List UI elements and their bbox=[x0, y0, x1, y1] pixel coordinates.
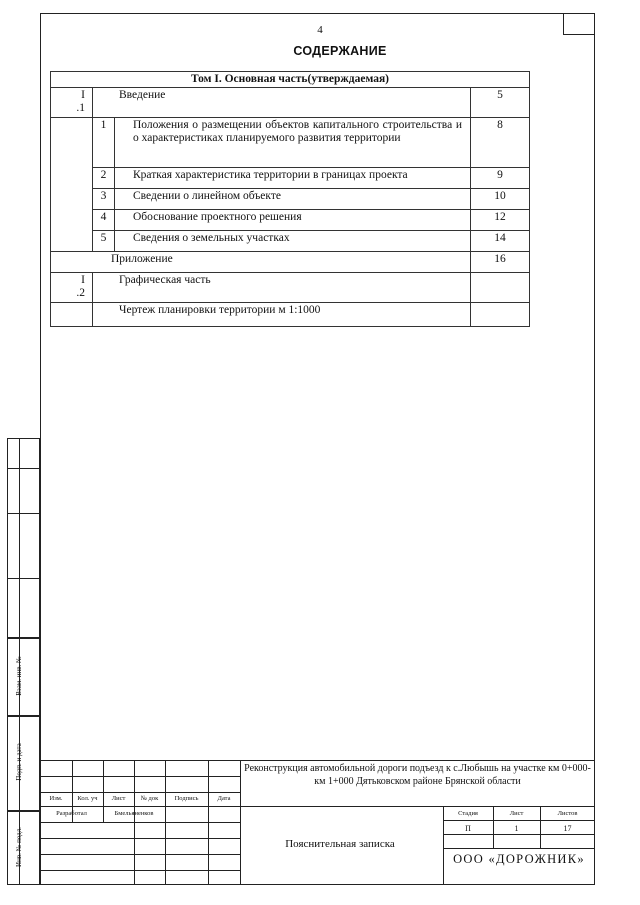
toc-entry-page: 14 bbox=[471, 231, 530, 252]
subsection-number: 2 bbox=[93, 168, 115, 189]
table-row bbox=[51, 210, 530, 231]
toc-table bbox=[50, 71, 530, 327]
vzam-label: Взам. инв. № bbox=[15, 656, 23, 696]
subsection-number: 1 bbox=[93, 118, 115, 168]
podp-label: Подп. и дата bbox=[15, 743, 23, 781]
toc-entry-text: Введение bbox=[93, 88, 471, 118]
project-title: Реконструкция автомобильной дороги подъезд к с.Любышь на участке км 0+000-км 1+000 Дятьковском районе Брянской области bbox=[244, 763, 591, 787]
developed-label: Разработал bbox=[56, 810, 87, 817]
page-number: 4 bbox=[317, 24, 323, 36]
sheet-number-box bbox=[563, 13, 595, 35]
table-row bbox=[51, 231, 530, 252]
toc-entry-text: Графическая часть bbox=[93, 273, 471, 303]
col-data: Дата bbox=[217, 795, 231, 802]
inv-label: Инв. № подл. bbox=[15, 827, 23, 867]
toc-entry-text: Сведения о земельных участках bbox=[115, 231, 471, 252]
volume-header: Том I. Основная часть(утверждаемая) bbox=[51, 72, 530, 88]
stage-value: П bbox=[465, 824, 471, 833]
table-row bbox=[51, 303, 530, 327]
toc-entry-text: Чертеж планировки территории м 1:1000 bbox=[93, 303, 471, 327]
toc-entry-text: Краткая характеристика территории в границах проекта bbox=[115, 168, 471, 189]
col-kol: Кол. уч bbox=[77, 795, 98, 802]
table-row bbox=[51, 168, 530, 189]
document-name: Пояснительная записка bbox=[285, 838, 395, 850]
company-name: ООО «ДОРОЖНИК» bbox=[453, 852, 585, 866]
toc-entry-text: Положения о размещении объектов капитального строительства и о характеристиках планируемого развития территории bbox=[115, 118, 471, 168]
stamp-podp bbox=[7, 716, 40, 811]
table-row bbox=[51, 252, 530, 273]
toc-entry-text: Обоснование проектного решения bbox=[115, 210, 471, 231]
blank-cell bbox=[51, 303, 93, 327]
developer-name: Бмельяненков bbox=[114, 810, 154, 817]
sheets-value: 17 bbox=[563, 824, 572, 833]
page-title: СОДЕРЖАНИЕ bbox=[293, 44, 387, 58]
table-row bbox=[51, 189, 530, 210]
table-row bbox=[51, 273, 530, 303]
stamp-vzam bbox=[7, 638, 40, 716]
sheet-value: 1 bbox=[514, 824, 519, 833]
subsection-number: 4 bbox=[93, 210, 115, 231]
section-number: I .1 bbox=[51, 88, 93, 118]
toc-entry-page: 12 bbox=[471, 210, 530, 231]
section-number: I .2 bbox=[51, 273, 93, 303]
sheet-label: Лист bbox=[509, 810, 524, 817]
toc-entry-text: Приложение bbox=[51, 252, 471, 273]
col-ndok: № док bbox=[140, 795, 159, 802]
col-list: Лист bbox=[111, 795, 126, 802]
left-stamp bbox=[7, 438, 40, 885]
toc-entry-page: 10 bbox=[471, 189, 530, 210]
toc-header-row bbox=[51, 72, 530, 88]
toc-entry-page bbox=[471, 273, 530, 303]
col-podpis: Подпись bbox=[174, 795, 199, 802]
stamp-inv bbox=[7, 811, 40, 885]
blank-cell bbox=[51, 118, 93, 252]
subsection-number: 3 bbox=[93, 189, 115, 210]
sheets-label: Листов bbox=[557, 810, 578, 817]
col-izm: Изм. bbox=[49, 795, 63, 802]
table-row bbox=[51, 88, 530, 118]
stage-label: Стадия bbox=[458, 810, 478, 817]
toc-entry-page: 8 bbox=[471, 118, 530, 168]
table-row bbox=[51, 118, 530, 168]
toc-entry-page bbox=[471, 303, 530, 327]
toc-entry-text: Сведении о линейном объекте bbox=[115, 189, 471, 210]
toc-entry-page: 9 bbox=[471, 168, 530, 189]
subsection-number: 5 bbox=[93, 231, 115, 252]
toc-entry-page: 16 bbox=[471, 252, 530, 273]
title-block bbox=[40, 760, 595, 885]
toc-entry-page: 5 bbox=[471, 88, 530, 118]
